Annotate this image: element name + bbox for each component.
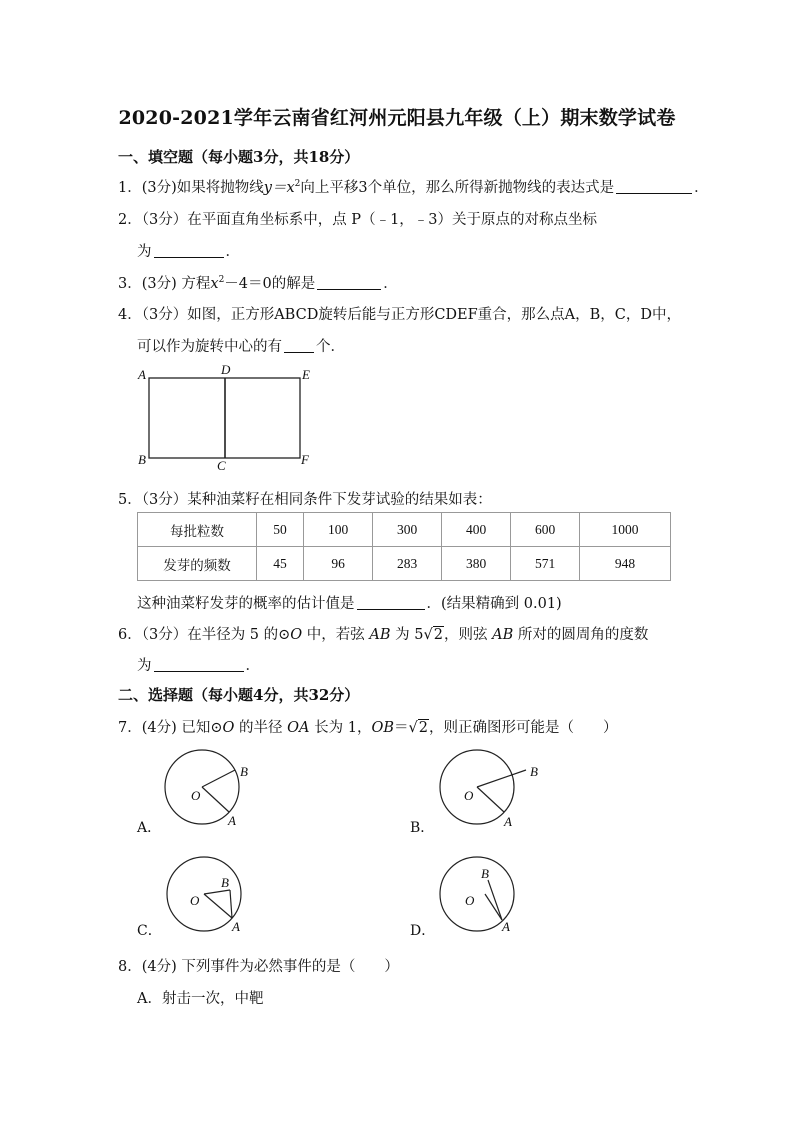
q7-mid3: ＝ [394, 720, 409, 736]
q7-post: ，则正确图形可能是（ ） [428, 720, 618, 736]
q7d-label-B: B [481, 866, 489, 881]
question-1 [118, 176, 709, 197]
table-cell: 96 [304, 547, 373, 581]
q7c-label-O: O [190, 893, 200, 908]
q7b-label-B: B [530, 764, 538, 779]
q6-sqrt: √2 [423, 627, 443, 643]
q7-option-c-figure[interactable] [160, 850, 270, 940]
q3-var: x [210, 276, 219, 292]
q1-eq: y＝x [263, 180, 295, 196]
q7-option-a-figure[interactable] [160, 745, 270, 835]
q7-o: O [222, 720, 235, 736]
q4-answer-blank[interactable] [284, 338, 314, 353]
q4-squares-figure [135, 360, 315, 475]
q6-post: 所对的圆周角的度数 [513, 627, 649, 643]
q7b-label-O: O [464, 788, 474, 803]
q1-answer-blank[interactable] [616, 179, 692, 194]
q4-label-D: D [221, 362, 231, 377]
q2-answer-blank[interactable] [154, 243, 224, 258]
q7-option-d-label[interactable]: D． [410, 923, 436, 939]
table-cell: 300 [373, 513, 442, 547]
question-8-stem: 8．(4分) 下列事件为必然事件的是（ ） [118, 959, 399, 975]
q8-option-a[interactable]: A．射击一次，中靶 [137, 991, 264, 1007]
q1-pre: 1．(3分)如果将抛物线 [118, 180, 264, 196]
q7-option-d-figure[interactable] [435, 850, 545, 940]
q7-sqrt: √2 [408, 720, 428, 736]
q1-exp: 2 [294, 179, 301, 190]
section-fill-in-heading: 一、填空题（每小题3分，共18分） [118, 148, 360, 166]
question-2-line-1: 2．（3分）在平面直角坐标系中，点 P（﹣1，﹣3）关于原点的对称点坐标 [118, 212, 598, 228]
q6-sqrt-value: 2 [433, 627, 443, 643]
q3-answer-blank[interactable] [317, 275, 381, 290]
table-cell: 100 [304, 513, 373, 547]
q5-answer-blank[interactable] [357, 595, 425, 610]
q6-o: O [290, 627, 303, 643]
table-cell: 50 [257, 513, 304, 547]
q7-ob: OB [371, 720, 394, 736]
q2-end: ． [225, 244, 240, 260]
q7c-label-B: B [221, 875, 229, 890]
question-7 [118, 716, 617, 737]
q3-exp: 2 [218, 275, 225, 286]
q4-label-F: F [301, 452, 309, 467]
q6-end: ． [245, 658, 260, 674]
table-cell: 283 [373, 547, 442, 581]
q4-label-A: A [138, 367, 146, 382]
page-title: 2020-2021学年云南省红河州元阳县九年级（上）期末数学试卷 [118, 107, 676, 129]
question-5-line-2 [137, 592, 562, 613]
q6-mid2: 为 5 [390, 627, 424, 643]
table-row [138, 547, 671, 581]
q7a-label-A: A [228, 813, 236, 828]
section-choice-heading: 二、选择题（每小题4分，共32分） [118, 686, 360, 704]
q7c-label-A: A [232, 919, 240, 934]
q4-pre2: 可以作为旋转中心的有 [137, 339, 282, 355]
q6-mid3: ，则弦 [443, 627, 493, 643]
q6-mid: 中，若弦 [302, 627, 370, 643]
q6-answer-blank[interactable] [154, 657, 244, 672]
table-row-header: 每批粒数 [138, 513, 257, 547]
table-row-header: 发芽的频数 [138, 547, 257, 581]
q4-label-B: B [138, 452, 146, 467]
q7-option-c-label[interactable]: C． [137, 923, 162, 939]
q6-pre2: 为 [137, 658, 152, 674]
q7-option-a-label[interactable]: A． [137, 820, 162, 836]
table-cell: 571 [511, 547, 580, 581]
q7-mid: 的半径 [234, 720, 288, 736]
q7d-label-O: O [465, 893, 475, 908]
q7d-label-A: A [502, 919, 510, 934]
q7-sqrt-value: 2 [418, 720, 428, 736]
q7-pre: 7．(4分) 已知⊙ [118, 720, 223, 736]
q7a-label-B: B [240, 764, 248, 779]
table-cell: 380 [442, 547, 511, 581]
q4-label-C: C [217, 458, 226, 473]
q7b-label-A: A [504, 814, 512, 829]
q1-end: ． [694, 180, 709, 196]
question-6-line-2 [137, 654, 260, 675]
q7-mid2: 长为 1， [309, 720, 372, 736]
q5-pre2: 这种油菜籽发芽的概率的估计值是 [137, 596, 355, 612]
q7-option-b-label[interactable]: B． [410, 820, 435, 836]
q3-end: ． [383, 276, 398, 292]
q1-post: 向上平移3个单位，那么所得新抛物线的表达式是 [300, 180, 615, 196]
q7-oa: OA [287, 720, 310, 736]
q3-post: －4＝0的解是 [224, 276, 316, 292]
q2-pre2: 为 [137, 244, 152, 260]
q6-ab2: AB [492, 627, 514, 643]
question-3 [118, 272, 398, 293]
table-row [138, 513, 671, 547]
table-cell: 1000 [580, 513, 671, 547]
q6-pre: 6．（3分）在半径为 5 的⊙ [118, 627, 291, 643]
q7-option-b-figure[interactable] [435, 745, 555, 835]
table-cell: 948 [580, 547, 671, 581]
question-4-line-1: 4．（3分）如图，正方形ABCD旋转后能与正方形CDEF重合，那么点A，B，C，D中， [118, 307, 682, 323]
question-4-line-2 [137, 335, 345, 356]
question-2-line-2 [137, 240, 240, 261]
table-cell: 45 [257, 547, 304, 581]
table-cell: 400 [442, 513, 511, 547]
q7a-label-O: O [191, 788, 201, 803]
question-5-line-1: 5．（3分）某种油菜籽在相同条件下发芽试验的结果如表： [118, 492, 492, 508]
q4-label-E: E [302, 367, 310, 382]
q4-end: 个． [316, 339, 345, 355]
q3-pre: 3．(3分) 方程 [118, 276, 211, 292]
table-cell: 600 [511, 513, 580, 547]
q6-ab: AB [369, 627, 391, 643]
q5-post2: ．(结果精确到 0.01) [426, 596, 562, 612]
q5-data-table [137, 512, 671, 581]
question-6-line-1 [118, 623, 648, 644]
